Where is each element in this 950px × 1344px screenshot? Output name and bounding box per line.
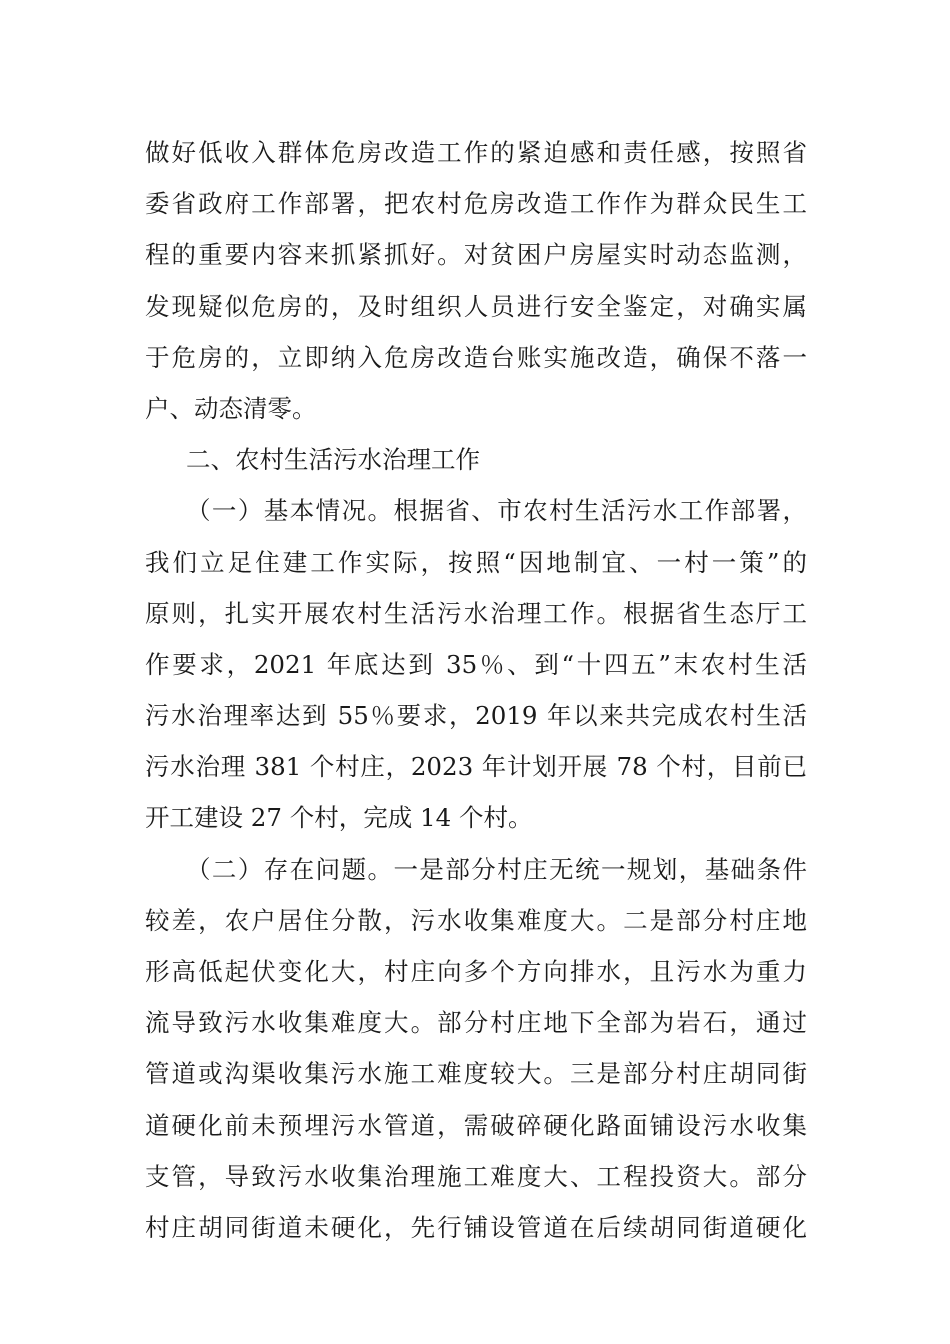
paragraph-3-line-8: 村庄胡同街道未硬化，先行铺设管道在后续胡同街道硬化 (145, 1212, 807, 1242)
paragraph-1-line-2: 委省政府工作部署，把农村危房改造工作作为群众民生工 (145, 189, 807, 219)
paragraph-1-line-3: 程的重要内容来抓紧抓好。对贫困户房屋实时动态监测， (145, 240, 807, 270)
paragraph-1-line-1: 做好低收入群体危房改造工作的紧迫感和责任感，按照省 (145, 138, 807, 167)
paragraph-3-line-2: 较差，农户居住分散，污水收集难度大。二是部分村庄地 (145, 905, 807, 935)
paragraph-1-line-4: 发现疑似危房的，及时组织人员进行安全鉴定，对确实属 (145, 291, 807, 321)
paragraph-3-line-5: 管道或沟渠收集污水施工难度较大。三是部分村庄胡同街 (145, 1059, 807, 1089)
paragraph-3-line-1: （二）存在问题。一是部分村庄无统一规划，基础条件 (186, 854, 807, 884)
paragraph-2-line-7: 开工建设 27 个村，完成 14 个村。 (145, 803, 533, 833)
paragraph-3-line-6: 道硬化前未预埋污水管道，需破碎硬化路面铺设污水收集 (145, 1110, 807, 1140)
paragraph-2-line-1: （一）基本情况。根据省、市农村生活污水工作部署， (186, 496, 807, 526)
paragraph-1-line-6: 户、动态清零。 (145, 393, 317, 423)
document-body (145, 127, 807, 1253)
paragraph-2-line-4: 作要求，2021 年底达到 35％、到“十四五”末农村生活 (145, 649, 807, 679)
paragraph-2-line-6: 污水治理 381 个村庄，2023 年计划开展 78 个村，目前已 (145, 752, 807, 782)
paragraph-2-line-3: 原则，扎实开展农村生活污水治理工作。根据省生态厅工 (145, 598, 807, 628)
paragraph-2-line-5: 污水治理率达到 55％要求，2019 年以来共完成农村生活 (145, 701, 807, 731)
section-heading: 二、农村生活污水治理工作 (186, 445, 480, 475)
paragraph-3-line-4: 流导致污水收集难度大。部分村庄地下全部为岩石，通过 (145, 1008, 807, 1038)
paragraph-3-line-3: 形高低起伏变化大，村庄向多个方向排水，且污水为重力 (145, 957, 807, 986)
paragraph-3-line-7: 支管，导致污水收集治理施工难度大、工程投资大。部分 (145, 1161, 807, 1191)
paragraph-2-line-2: 我们立足住建工作实际，按照“因地制宜、一村一策”的 (145, 547, 807, 577)
paragraph-1-line-5: 于危房的，立即纳入危房改造台账实施改造，确保不落一 (145, 342, 807, 372)
